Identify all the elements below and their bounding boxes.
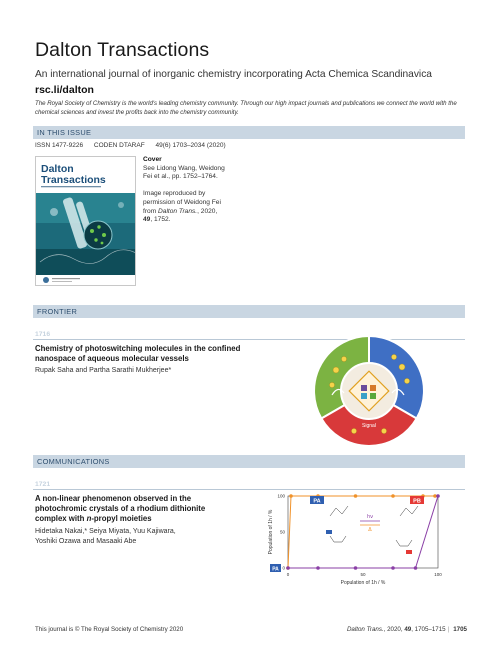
section-header-communications: COMMUNICATIONS	[33, 455, 465, 468]
tag-pa-label: PA	[313, 498, 321, 505]
y-tick-label: 100	[277, 493, 285, 499]
communications-article-title[interactable]: A non-linear phenomenon observed in the photochromic crystals of a rhodium dithionite complex with n-propyl moieties	[35, 494, 206, 523]
communications-article-authors: Hidetaka Nakai,* Seiya Miyata, Yuu Kajiwara, Yoshiki Ozawa and Masaaki Abe	[35, 528, 176, 545]
delta-label: Δ	[368, 527, 372, 533]
cover-credit: See Lidong Wang, Weidong Fei et al., pp. 1752–1764.	[143, 164, 225, 181]
cover-masthead-line2: Transactions	[41, 174, 106, 186]
hv-label: hν	[367, 514, 373, 520]
journal-blurb: The Royal Society of Chemistry is the world's leading chemistry community. Through our high impact journals and publications we connect the world with the chemical sciences and invest the profits back into the chemistry community.	[35, 100, 457, 116]
x-tick-label: 0	[286, 572, 290, 577]
axis-tag-pa-label: PA	[272, 566, 279, 573]
cover-description	[143, 156, 228, 233]
cover-reproduction: Image reproduced by permission of Weidong Fei from Dalton Trans., 2020, 49, 1752.	[143, 190, 221, 224]
plot-frame	[288, 496, 438, 568]
tag-pb-label: PB	[413, 498, 421, 505]
y-axis-label: Population of 1h / %	[268, 509, 274, 555]
issue-info	[35, 142, 235, 149]
cover-image	[35, 156, 136, 286]
data-point	[354, 566, 358, 570]
communications-page-number: 1721	[35, 481, 51, 488]
footer-citation: Dalton Trans., 2020, 49, 1705–1715 | 1705	[346, 626, 467, 633]
x-tick-label: 50	[360, 572, 366, 577]
communications-chart	[268, 488, 448, 588]
data-point	[391, 494, 395, 498]
x-axis-label: Population of 1h / %	[340, 580, 386, 586]
footer-copyright: This journal is © The Royal Society of Chemistry 2020	[35, 626, 184, 633]
data-point	[286, 566, 290, 570]
cover-artwork	[36, 157, 136, 286]
data-point	[289, 494, 293, 498]
x-tick-label: 100	[434, 572, 442, 577]
data-point	[436, 494, 440, 498]
frontier-sector-label: Signal	[362, 423, 376, 429]
series-line-0	[288, 496, 435, 568]
hysteresis-plot	[268, 488, 448, 588]
data-point	[354, 494, 358, 498]
journal-subtitle: An international journal of inorganic chemistry incorporating Acta Chemica Scandinavica	[35, 69, 432, 80]
data-point	[391, 566, 395, 570]
data-point	[414, 566, 418, 570]
journal-title: Dalton Transactions	[35, 39, 210, 61]
cover-label: Cover	[143, 156, 162, 163]
frontier-graphic	[304, 335, 434, 447]
issn: ISSN 1477-9226	[35, 142, 84, 149]
data-point	[316, 566, 320, 570]
page-number: 1705	[453, 626, 467, 633]
y-tick-label: 0	[282, 565, 285, 571]
frontier-page-number: 1716	[35, 331, 51, 338]
y-tick-label: 50	[279, 529, 285, 535]
volume-pages: 49(6) 1703–2034 (2020)	[155, 142, 226, 149]
cover-masthead-line1: Dalton	[41, 163, 74, 175]
coden: CODEN DTARAF	[93, 142, 145, 149]
frontier-article-title[interactable]: Chemistry of photoswitching molecules in the confined nanospace of aqueous molecular vessels	[35, 344, 241, 363]
section-header-frontier: FRONTIER	[33, 305, 465, 318]
journal-url[interactable]: rsc.li/dalton	[35, 84, 94, 96]
section-header-in-this-issue: IN THIS ISSUE	[33, 126, 465, 139]
frontier-article-authors: Rupak Saha and Partha Sarathi Mukherjee*	[35, 367, 172, 374]
series-line-1	[288, 496, 438, 568]
